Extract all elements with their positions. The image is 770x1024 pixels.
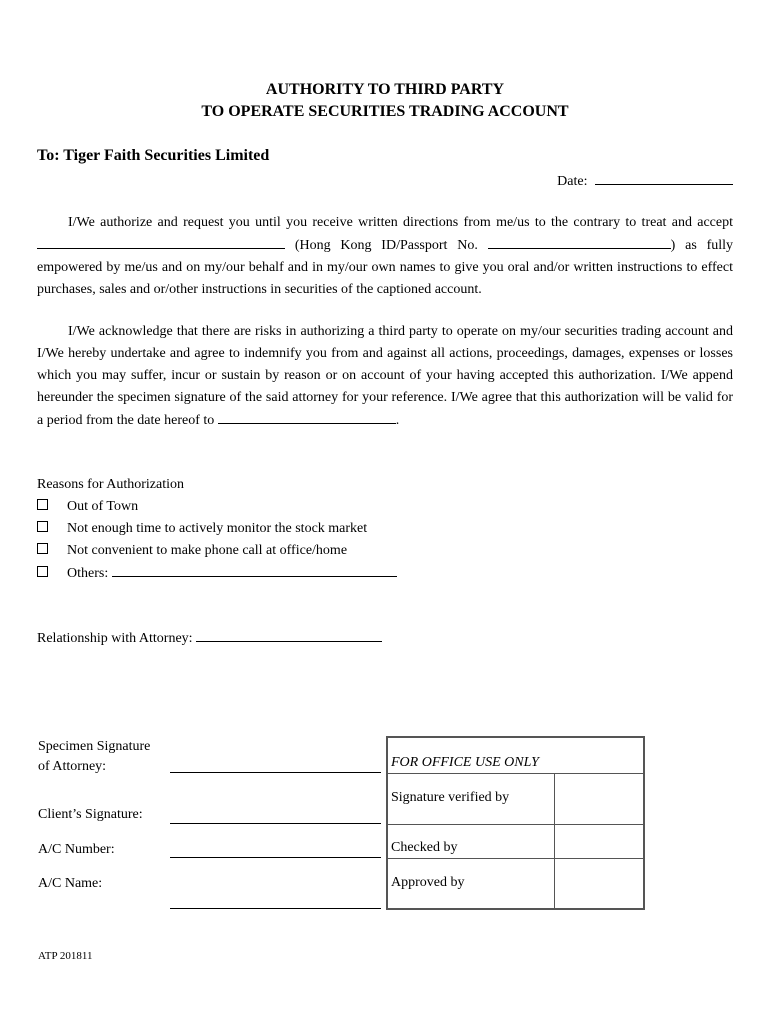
specimen-label-line1: Specimen Signature	[38, 739, 151, 754]
ac-name-line[interactable]	[170, 908, 381, 909]
date-input-line[interactable]	[595, 170, 733, 185]
checkbox-not-enough-time[interactable]	[37, 521, 48, 532]
checkbox-others[interactable]	[37, 566, 48, 577]
ac-number-line[interactable]	[170, 857, 381, 858]
id-passport-line[interactable]	[488, 234, 671, 249]
signature-verified-label: Signature verified by	[387, 773, 555, 824]
reason-option	[37, 540, 397, 562]
checked-by-label: Checked by	[387, 824, 555, 858]
addressee: To: Tiger Faith Securities Limited	[37, 147, 270, 164]
reason-label: Others:	[67, 566, 109, 581]
approved-by-cell[interactable]	[555, 858, 645, 909]
date-field	[557, 170, 733, 190]
specimen-label-line2: of Attorney:	[38, 759, 107, 774]
specimen-signature-label	[38, 737, 150, 777]
checked-by-cell[interactable]	[555, 824, 645, 858]
client-signature-label: Client’s Signature:	[38, 807, 143, 822]
paragraph1-part3: ) as fully empowered by me/us and on my/our behalf and in my/our own names to give you oral and/or written instructions to effect purchases, sales and or/other instructions in securities of the captioned account.	[37, 238, 734, 297]
title-line-1: AUTHORITY TO THIRD PARTY	[265, 81, 505, 98]
office-use-heading: FOR OFFICE USE ONLY	[387, 737, 644, 773]
others-line[interactable]	[112, 562, 397, 577]
specimen-signature-line[interactable]	[170, 772, 381, 773]
reasons-section	[37, 474, 397, 585]
reason-label: Not enough time to actively monitor the stock market	[67, 521, 368, 536]
attorney-name-line[interactable]	[37, 234, 285, 249]
reason-option	[37, 562, 397, 585]
relationship-label: Relationship with Attorney:	[37, 631, 193, 646]
office-use-table	[386, 736, 645, 910]
title-line-2: TO OPERATE SECURITIES TRADING ACCOUNT	[201, 103, 569, 120]
paragraph2-validity: I/We agree that this authorization will be valid for a period from the date hereof to	[37, 390, 734, 428]
paragraph2-text: I/We acknowledge that there are risks in authorizing a third party to operate on my/our securities trading account and I/We hereby undertake and agree to indemnify you from and against all actions, proceedings, damages, expenses or losses which you may suffer, incur or sustain by reason or on account of your having accepted this authorization. I/We append hereunder the specimen signature of the said attorney for your reference.	[37, 324, 733, 405]
approved-by-label: Approved by	[387, 858, 555, 909]
relationship-line[interactable]	[196, 627, 382, 642]
paragraph1-part2: (Hong Kong ID/Passport No.	[294, 238, 478, 253]
client-signature-line[interactable]	[170, 823, 381, 824]
paragraph1-part1: I/We authorize and request you until you receive written directions from me/us to the contrary to treat and accept	[68, 215, 733, 230]
signature-verified-cell[interactable]	[555, 773, 645, 824]
checkbox-out-of-town[interactable]	[37, 499, 48, 510]
validity-date-line[interactable]	[218, 409, 396, 424]
ac-number-label: A/C Number:	[38, 842, 115, 857]
paragraph-authorization	[37, 212, 733, 301]
reason-label: Not convenient to make phone call at office/home	[67, 543, 348, 558]
checkbox-not-convenient[interactable]	[37, 543, 48, 554]
reason-label: Out of Town	[67, 499, 139, 514]
ac-name-label: A/C Name:	[38, 876, 103, 891]
reason-option	[37, 496, 397, 518]
date-label: Date:	[557, 174, 588, 189]
reasons-heading: Reasons for Authorization	[37, 477, 184, 492]
paragraph-acknowledgement	[37, 321, 733, 432]
paragraph2-end: .	[395, 413, 400, 428]
relationship-field	[37, 627, 382, 647]
reason-option	[37, 518, 397, 540]
form-code: ATP 201811	[38, 950, 93, 962]
